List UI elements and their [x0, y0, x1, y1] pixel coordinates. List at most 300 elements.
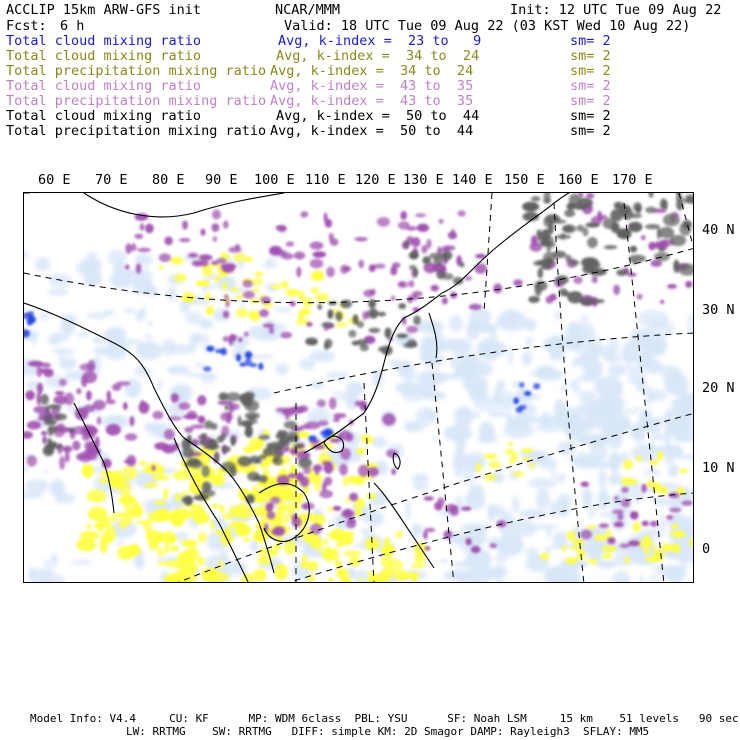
deep-cloud-patch	[554, 220, 567, 224]
upper-cloud-patch	[28, 361, 44, 367]
upper-cloud-patch	[97, 417, 102, 425]
mid-cloud-patch	[181, 540, 198, 547]
low-cloud-patch	[572, 454, 603, 469]
upper-cloud-patch	[493, 283, 502, 293]
upper-cloud-patch	[607, 537, 615, 544]
mid-cloud-patch	[624, 557, 630, 563]
low-cloud-patch	[444, 425, 472, 442]
upper-cloud-patch	[276, 250, 287, 256]
upper-cloud-patch	[276, 225, 287, 230]
forecast-label: Fcst:	[6, 18, 47, 34]
low-cloud-patch	[490, 505, 504, 509]
latitude-label: 0	[702, 541, 711, 557]
deep-cloud-patch	[385, 328, 392, 339]
upper-cloud-patch	[223, 221, 229, 229]
deep-cloud-patch	[204, 420, 213, 429]
mid-cloud-patch	[138, 460, 146, 466]
blue-cloud-patch	[220, 348, 227, 356]
upper-cloud-patch	[408, 280, 414, 287]
upper-cloud-patch	[390, 266, 397, 275]
low-cloud-patch	[420, 340, 437, 363]
upper-cloud-patch	[340, 448, 351, 460]
deep-cloud-patch	[453, 277, 464, 285]
deep-cloud-patch	[327, 309, 333, 319]
upper-cloud-patch	[290, 301, 296, 307]
upper-cloud-patch	[201, 229, 206, 236]
upper-cloud-patch	[105, 399, 115, 404]
upper-cloud-patch	[424, 496, 434, 501]
legend-field-name: Total cloud mixing ratio	[6, 48, 202, 64]
upper-cloud-patch	[76, 454, 84, 460]
low-cloud-patch	[479, 421, 495, 442]
mid-cloud-patch	[621, 477, 632, 486]
mid-cloud-patch	[310, 287, 319, 293]
low-cloud-patch	[76, 332, 89, 338]
upper-cloud-patch	[431, 285, 439, 292]
mid-cloud-patch	[513, 471, 525, 476]
upper-cloud-patch	[426, 239, 431, 249]
deep-cloud-patch	[409, 265, 417, 270]
deep-cloud-patch	[328, 301, 337, 305]
mid-cloud-patch	[335, 322, 347, 327]
deep-cloud-patch	[266, 443, 274, 450]
upper-cloud-patch	[306, 322, 312, 327]
mid-cloud-patch	[170, 257, 183, 265]
low-cloud-patch	[621, 342, 639, 365]
low-cloud-patch	[557, 473, 566, 484]
upper-cloud-patch	[290, 448, 298, 455]
low-cloud-patch	[51, 554, 57, 567]
low-cloud-patch	[665, 416, 691, 435]
low-cloud-patch	[599, 469, 606, 489]
mid-cloud-patch	[76, 538, 96, 551]
mid-cloud-patch	[311, 539, 322, 550]
upper-cloud-patch	[370, 289, 376, 294]
low-cloud-patch	[50, 479, 65, 497]
upper-cloud-patch	[399, 281, 404, 287]
upper-cloud-patch	[490, 543, 497, 548]
mid-cloud-patch	[505, 448, 514, 455]
mid-cloud-patch	[671, 524, 679, 529]
latitude-label: 40 N	[702, 222, 735, 238]
longitude-label: 110 E	[305, 172, 346, 188]
forecast-hours: 6 h	[60, 18, 85, 34]
upper-cloud-patch	[581, 482, 590, 487]
upper-cloud-patch	[637, 294, 643, 300]
legend-k-index-range: Avg, k-index = 23 to 9	[278, 33, 482, 49]
deep-cloud-patch	[409, 251, 419, 259]
upper-cloud-patch	[192, 260, 204, 266]
upper-cloud-patch	[411, 237, 420, 247]
upper-cloud-patch	[59, 456, 65, 470]
mid-cloud-patch	[521, 448, 534, 453]
upper-cloud-patch	[269, 327, 274, 334]
mid-cloud-patch	[192, 510, 208, 524]
low-cloud-patch	[113, 261, 125, 275]
low-cloud-patch	[534, 452, 550, 466]
mid-cloud-patch	[253, 571, 266, 575]
legend-field-name: Total cloud mixing ratio	[6, 78, 202, 94]
mid-cloud-patch	[411, 564, 426, 568]
mid-cloud-patch	[94, 497, 102, 502]
low-cloud-patch	[487, 411, 512, 417]
blue-cloud-patch	[258, 363, 263, 370]
mid-cloud-patch	[206, 306, 214, 315]
low-cloud-patch	[86, 312, 109, 319]
upper-cloud-patch	[179, 238, 191, 242]
upper-cloud-patch	[391, 296, 395, 302]
mid-cloud-patch	[344, 550, 362, 557]
deep-cloud-patch	[587, 237, 598, 248]
low-cloud-patch	[512, 496, 520, 513]
upper-cloud-patch	[238, 337, 242, 342]
deep-cloud-patch	[574, 203, 583, 210]
mid-cloud-patch	[275, 564, 288, 581]
mid-cloud-patch	[296, 319, 306, 325]
mid-cloud-patch	[569, 545, 580, 550]
legend-smoothing: sm= 2	[570, 93, 611, 109]
deep-cloud-patch	[626, 232, 631, 238]
deep-cloud-patch	[187, 458, 200, 466]
upper-cloud-patch	[400, 211, 407, 220]
deep-cloud-patch	[582, 227, 588, 236]
latitude-label: 10 N	[702, 460, 735, 476]
blue-cloud-patch	[236, 354, 241, 362]
low-cloud-patch	[664, 450, 674, 464]
upper-cloud-patch	[373, 264, 386, 269]
deep-cloud-patch	[396, 334, 408, 339]
upper-cloud-patch	[349, 493, 358, 502]
low-cloud-patch	[583, 417, 591, 434]
deep-cloud-patch	[242, 402, 253, 407]
low-cloud-patch	[573, 386, 581, 394]
mid-cloud-patch	[510, 457, 515, 464]
low-cloud-patch	[612, 571, 630, 583]
upper-cloud-patch	[27, 421, 41, 430]
low-cloud-patch	[248, 326, 268, 340]
low-cloud-patch	[158, 379, 163, 391]
deep-cloud-patch	[217, 436, 224, 443]
upper-cloud-patch	[53, 395, 68, 404]
deep-cloud-patch	[429, 253, 441, 259]
mid-cloud-patch	[157, 561, 167, 566]
upper-cloud-patch	[669, 508, 681, 513]
low-cloud-patch	[497, 311, 528, 332]
upper-cloud-patch	[469, 304, 482, 310]
low-cloud-patch	[24, 463, 29, 473]
blue-cloud-patch	[250, 363, 257, 367]
upper-cloud-patch	[76, 388, 81, 394]
deep-cloud-patch	[616, 269, 627, 276]
low-cloud-patch	[582, 487, 593, 507]
low-cloud-patch	[608, 431, 622, 450]
upper-cloud-patch	[466, 538, 472, 546]
upper-cloud-patch	[642, 521, 649, 526]
upper-cloud-patch	[682, 500, 693, 506]
mid-cloud-patch	[366, 493, 376, 499]
low-cloud-patch	[618, 366, 643, 371]
low-cloud-patch	[145, 334, 153, 340]
upper-cloud-patch	[302, 504, 309, 509]
upper-cloud-patch	[288, 473, 296, 478]
deep-cloud-patch	[44, 420, 57, 425]
upper-cloud-patch	[223, 311, 229, 318]
legend-smoothing: sm= 2	[570, 33, 611, 49]
legend-smoothing: sm= 2	[570, 63, 611, 79]
deep-cloud-patch	[522, 202, 539, 212]
grid-meridian-140e-n	[484, 193, 492, 313]
upper-cloud-patch	[228, 247, 241, 253]
low-cloud-patch	[415, 407, 435, 427]
upper-cloud-patch	[41, 431, 47, 436]
mid-cloud-patch	[328, 577, 332, 583]
low-cloud-patch	[395, 382, 421, 394]
mid-cloud-patch	[163, 488, 168, 500]
upper-cloud-patch	[24, 431, 33, 439]
upper-cloud-patch	[310, 242, 324, 250]
upper-cloud-patch	[107, 391, 111, 401]
low-cloud-patch	[299, 359, 316, 370]
low-cloud-patch	[167, 366, 190, 375]
deep-cloud-patch	[353, 314, 359, 324]
upper-cloud-patch	[125, 433, 137, 441]
low-cloud-patch	[138, 274, 143, 289]
mid-cloud-patch	[100, 471, 117, 476]
deep-cloud-patch	[645, 207, 656, 214]
mid-cloud-patch	[283, 281, 288, 289]
low-cloud-patch	[123, 308, 135, 313]
upper-cloud-patch	[267, 511, 276, 519]
mid-cloud-patch	[328, 533, 335, 537]
mid-cloud-patch	[297, 492, 304, 500]
deep-cloud-patch	[563, 225, 573, 232]
legend-k-index-range: Avg, k-index = 43 to 35	[270, 93, 474, 109]
upper-cloud-patch	[198, 416, 206, 424]
init-time: Init: 12 UTC Tue 09 Aug 22	[510, 2, 722, 18]
upper-cloud-patch	[317, 399, 326, 407]
upper-cloud-patch	[341, 510, 354, 519]
mid-cloud-patch	[476, 462, 482, 472]
upper-cloud-patch	[199, 254, 213, 260]
mid-cloud-patch	[368, 570, 375, 579]
mid-cloud-patch	[252, 278, 263, 285]
mid-cloud-patch	[134, 502, 140, 511]
low-cloud-patch	[581, 315, 590, 320]
deep-cloud-patch	[629, 255, 646, 263]
deep-cloud-patch	[630, 246, 638, 253]
upper-cloud-patch	[358, 465, 369, 477]
footer-model-info: Model Info: V4.4 CU: KF MP: WDM 6class PBL: YSU SF: Noah LSM 15 km 51 levels 90 sec	[30, 712, 739, 725]
upper-cloud-patch	[513, 279, 523, 286]
deep-cloud-patch	[611, 222, 620, 233]
blue-cloud-patch	[524, 391, 531, 396]
low-cloud-patch	[195, 362, 203, 368]
upper-cloud-patch	[599, 523, 609, 528]
low-cloud-patch	[122, 340, 141, 345]
upper-cloud-patch	[666, 515, 673, 520]
mid-cloud-patch	[86, 524, 92, 529]
low-cloud-patch	[521, 351, 532, 365]
mid-cloud-patch	[157, 548, 163, 557]
deep-cloud-patch	[287, 431, 299, 439]
forecast-map	[24, 193, 694, 583]
mid-cloud-patch	[647, 480, 653, 489]
upper-cloud-patch	[182, 221, 188, 230]
legend-k-index-range: Avg, k-index = 34 to 24	[270, 63, 474, 79]
upper-cloud-patch	[630, 511, 639, 520]
deep-cloud-patch	[538, 268, 544, 279]
mid-cloud-patch	[255, 271, 264, 276]
deep-cloud-patch	[369, 328, 381, 333]
low-cloud-patch	[355, 569, 370, 583]
mid-cloud-patch	[136, 520, 150, 525]
low-cloud-patch	[468, 321, 491, 333]
upper-cloud-patch	[145, 224, 154, 234]
upper-cloud-patch	[131, 243, 136, 251]
valid-time: Valid: 18 UTC Tue 09 Aug 22 (03 KST Wed 10 Aug 22)	[284, 18, 691, 34]
deep-cloud-patch	[535, 283, 542, 296]
deep-cloud-patch	[460, 262, 465, 268]
upper-cloud-patch	[152, 411, 163, 419]
upper-cloud-patch	[184, 427, 193, 433]
upper-cloud-patch	[322, 482, 327, 492]
upper-cloud-patch	[550, 294, 557, 301]
upper-cloud-patch	[271, 529, 280, 535]
deep-cloud-patch	[273, 457, 283, 466]
upper-cloud-patch	[296, 267, 301, 278]
low-cloud-patch	[497, 342, 504, 357]
mid-cloud-patch	[94, 522, 106, 529]
deep-cloud-patch	[254, 475, 261, 482]
deep-cloud-patch	[69, 428, 74, 433]
low-cloud-patch	[186, 311, 203, 324]
mid-cloud-patch	[214, 276, 220, 283]
upper-cloud-patch	[137, 248, 151, 252]
longitude-label: 70 E	[95, 172, 128, 188]
low-cloud-patch	[162, 339, 177, 356]
legend-row	[6, 34, 726, 49]
low-cloud-patch	[147, 286, 159, 297]
upper-cloud-patch	[259, 309, 269, 317]
legend-field-name: Total precipitation mixing ratio	[6, 123, 267, 139]
deep-cloud-patch	[43, 446, 55, 457]
mid-cloud-patch	[337, 540, 344, 548]
mid-cloud-patch	[100, 538, 108, 553]
deep-cloud-patch	[528, 296, 540, 303]
upper-cloud-patch	[415, 213, 426, 217]
legend-smoothing: sm= 2	[570, 48, 611, 64]
mid-cloud-patch	[277, 519, 284, 525]
deep-cloud-patch	[404, 240, 408, 249]
mid-cloud-patch	[152, 475, 170, 480]
upper-cloud-patch	[178, 402, 190, 410]
upper-cloud-patch	[44, 371, 54, 377]
mid-cloud-patch	[644, 534, 650, 545]
mid-cloud-patch	[243, 446, 256, 454]
blue-cloud-patch	[516, 407, 523, 413]
upper-cloud-patch	[183, 414, 198, 419]
mid-cloud-patch	[307, 561, 319, 571]
upper-cloud-patch	[377, 217, 390, 227]
mid-cloud-patch	[198, 532, 207, 543]
deep-cloud-patch	[222, 446, 231, 453]
deep-cloud-patch	[321, 322, 333, 328]
upper-cloud-patch	[417, 224, 430, 232]
low-cloud-patch	[557, 441, 576, 455]
deep-cloud-patch	[567, 291, 583, 303]
deep-cloud-patch	[225, 405, 229, 410]
upper-cloud-patch	[406, 326, 418, 333]
longitude-label: 80 E	[152, 172, 185, 188]
deep-cloud-patch	[629, 222, 643, 232]
deep-cloud-patch	[422, 256, 431, 264]
longitude-label: 130 E	[403, 172, 444, 188]
deep-cloud-patch	[348, 330, 356, 338]
deep-cloud-patch	[54, 413, 67, 420]
low-cloud-patch	[604, 354, 621, 362]
mid-cloud-patch	[229, 523, 236, 529]
deep-cloud-patch	[547, 257, 552, 268]
upper-cloud-patch	[59, 379, 67, 386]
latitude-label: 30 N	[702, 302, 735, 318]
deep-cloud-patch	[294, 443, 303, 449]
deep-cloud-patch	[413, 341, 418, 347]
upper-cloud-patch	[667, 284, 677, 289]
deep-cloud-patch	[48, 404, 62, 409]
mid-cloud-patch	[173, 470, 191, 480]
upper-cloud-patch	[102, 459, 112, 469]
grid-meridian-120e	[364, 383, 374, 583]
low-cloud-patch	[474, 362, 493, 377]
deep-cloud-patch	[207, 439, 217, 450]
low-cloud-patch	[638, 310, 670, 328]
mid-cloud-patch	[174, 273, 187, 282]
low-cloud-patch	[635, 406, 641, 410]
deep-cloud-patch	[305, 338, 318, 345]
upper-cloud-patch	[617, 513, 623, 521]
low-cloud-patch	[76, 260, 96, 276]
low-cloud-patch	[586, 409, 615, 418]
low-cloud-patch	[589, 505, 596, 519]
mid-cloud-patch	[540, 552, 549, 560]
model-title: ACCLIP 15km ARW-GFS init	[6, 2, 202, 18]
upper-cloud-patch	[86, 390, 92, 400]
low-cloud-patch	[87, 252, 97, 257]
upper-cloud-patch	[216, 258, 226, 264]
mid-cloud-patch	[117, 546, 135, 560]
upper-cloud-patch	[223, 336, 229, 342]
deep-cloud-patch	[658, 247, 665, 251]
deep-cloud-patch	[413, 315, 421, 325]
upper-cloud-patch	[116, 381, 130, 386]
mid-cloud-patch	[384, 537, 389, 543]
low-cloud-patch	[640, 574, 644, 583]
legend-field-name: Total cloud mixing ratio	[6, 108, 202, 124]
upper-cloud-patch	[213, 236, 217, 242]
upper-cloud-patch	[628, 540, 640, 546]
upper-cloud-patch	[72, 441, 80, 451]
low-cloud-patch	[136, 341, 162, 360]
low-cloud-patch	[511, 520, 536, 537]
upper-cloud-patch	[212, 209, 221, 219]
mid-cloud-patch	[236, 295, 241, 300]
deep-cloud-patch	[352, 341, 361, 346]
low-cloud-patch	[457, 411, 481, 418]
mid-cloud-patch	[360, 435, 371, 441]
upper-cloud-patch	[27, 455, 37, 466]
upper-cloud-patch	[164, 236, 173, 245]
legend-row	[6, 124, 726, 139]
